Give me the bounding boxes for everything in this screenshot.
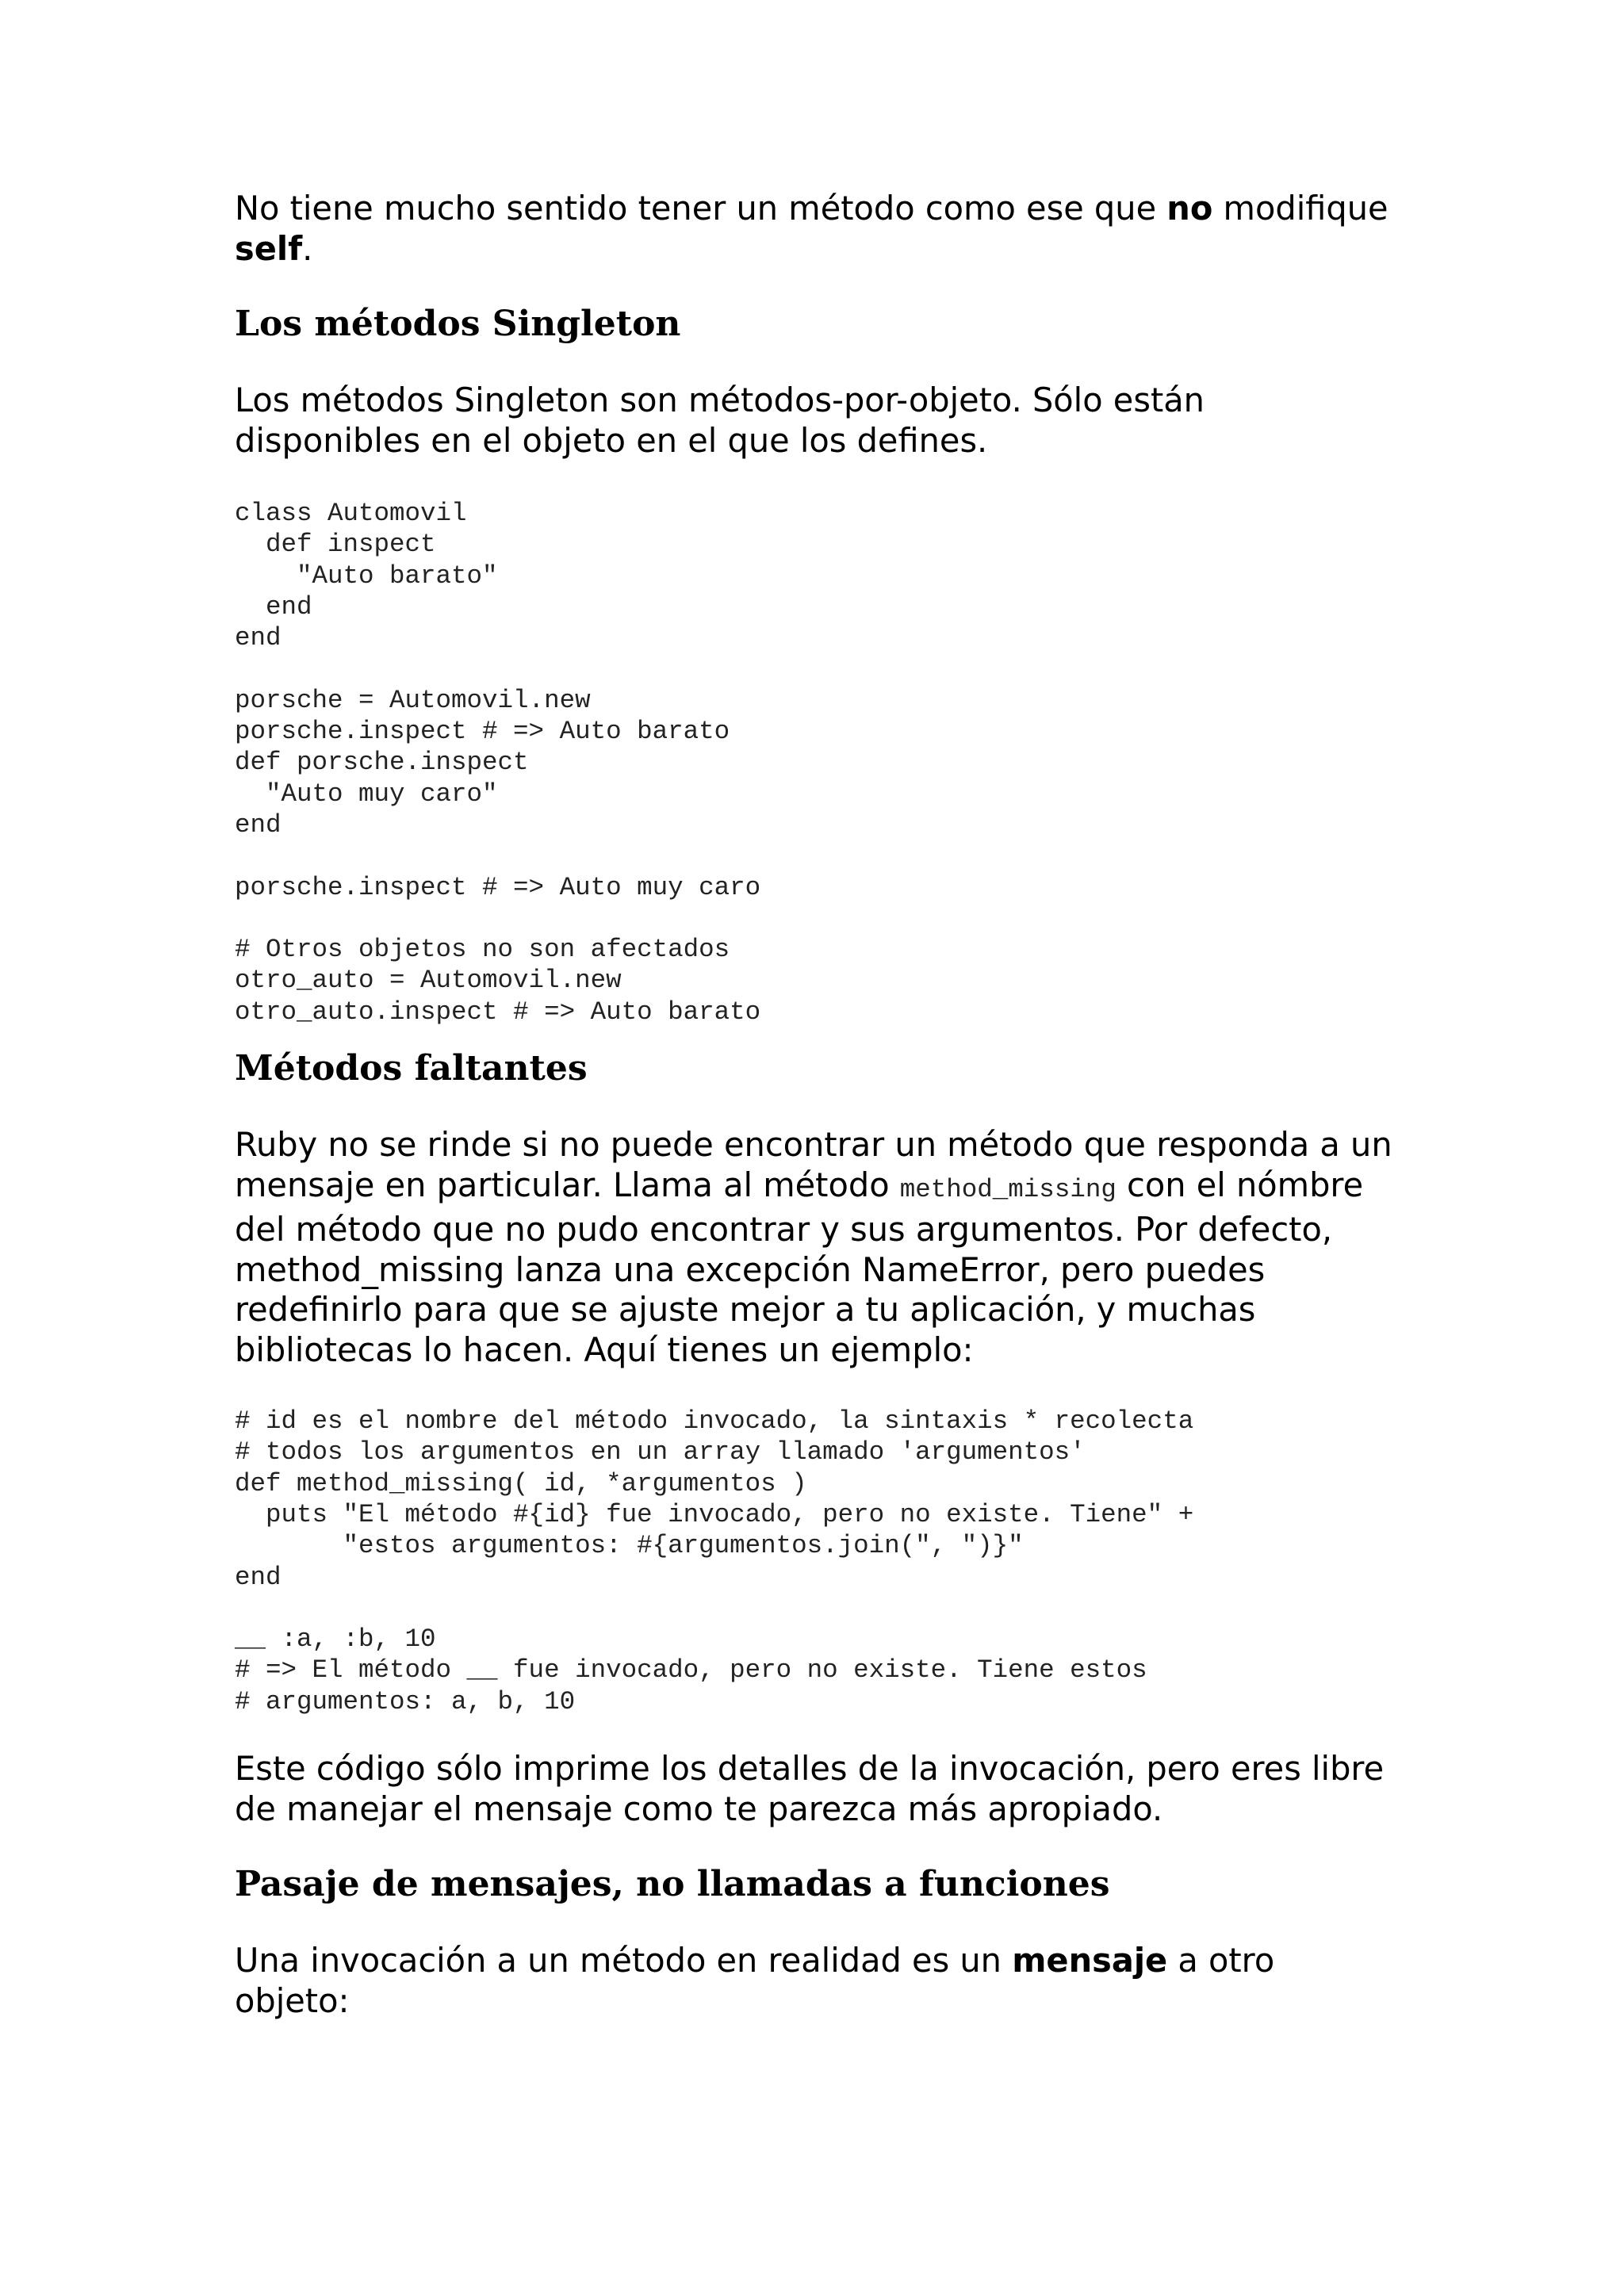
paragraph-imprime: Este código sólo imprime los detalles de la invocación, pero eres libre de manejar el mensaje como te parezca más apropiado. xyxy=(235,1749,1385,1828)
heading-singleton: Los métodos Singleton xyxy=(235,304,681,344)
code-block-method-missing: # id es el nombre del método invocado, la sintaxis * recolecta # todos los argumentos en un array llamado 'argumentos' def method_missing( id, *argumentos ) puts "El método #{id} fue invocado, pero no existe. Tiene" + "estos argumentos: #{argumentos.join(", ")}" end __ :a, :b, 10 # => El método __ fue invocado, pero no existe. Tiene estos # argumentos: a, b, 10 xyxy=(235,1406,1194,1716)
paragraph-self: No tiene mucho sentido tener un método como ese que no modifique self. xyxy=(235,189,1388,268)
bold-no: no xyxy=(1166,189,1213,228)
heading-pasaje-mensajes: Pasaje de mensajes, no llamadas a funciones xyxy=(235,1864,1110,1905)
paragraph-method-missing: Ruby no se rinde si no puede encontrar un método que responda a un mensaje en particular. Llama al método method_missing con el nómbre del método que no pudo encontrar y sus argumentos. Por defecto, method_missing lanza una excepción NameError, pero puedes redefinirlo para que se ajuste mejor a tu aplicación, y muchas bibliotecas lo hacen. Aquí tienes un ejemplo: xyxy=(235,1125,1392,1369)
inline-code-method-missing: method_missing xyxy=(899,1174,1116,1204)
code-block-singleton: class Automovil def inspect "Auto barato" end end porsche = Automovil.new porsche.inspect # => Auto barato def porsche.inspect "Auto muy caro" end porsche.inspect # => Auto muy caro # Otros objetos no son afectados otro_auto = Automovil.new otro_auto.inspect # => Auto barato xyxy=(235,499,761,1027)
heading-metodos-faltantes: Métodos faltantes xyxy=(235,1048,588,1089)
bold-self: self xyxy=(235,228,303,268)
paragraph-invocacion: Una invocación a un método en realidad es un mensaje a otro objeto: xyxy=(235,1941,1275,2020)
document-page xyxy=(235,189,1416,2021)
bold-mensaje: mensaje xyxy=(1012,1941,1168,1980)
paragraph-singleton: Los métodos Singleton son métodos-por-objeto. Sólo están disponibles en el objeto en el que los defines. xyxy=(235,381,1205,460)
